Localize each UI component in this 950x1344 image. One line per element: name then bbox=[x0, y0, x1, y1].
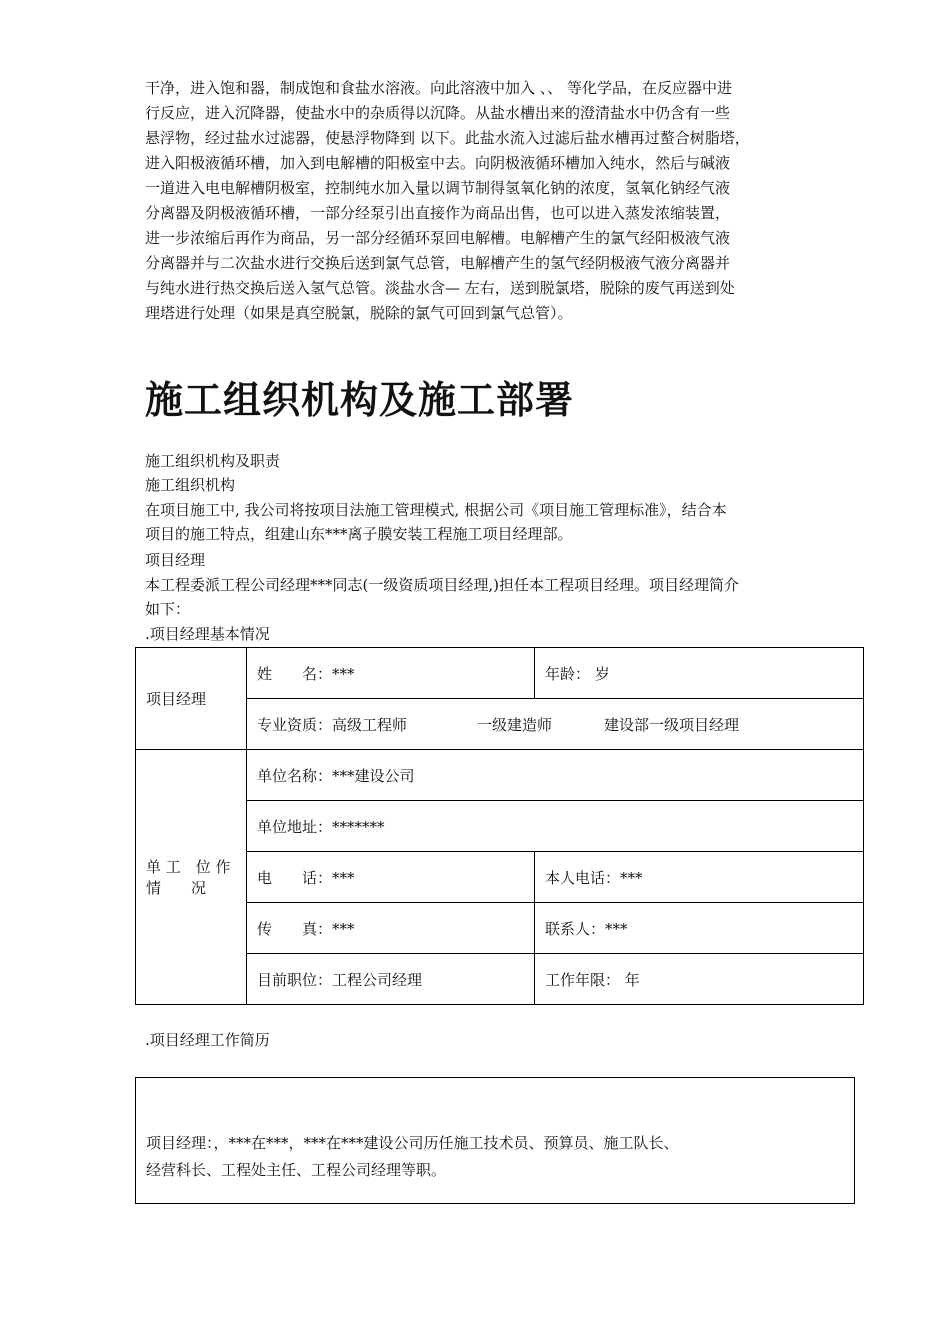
pm-paragraph-line: 本工程委派工程公司经理***同志(一级资质项目经理,)担任本工程项目经理。项目经理简介 bbox=[145, 576, 739, 594]
work-label-line: 情 况 bbox=[146, 879, 207, 897]
qualification-1: 专业资质：高级工程师 bbox=[257, 715, 408, 734]
intro-line: 进一步浓缩后再作为商品，另一部分经循环泵回电解槽。电解槽产生的氯气经阳极液气液 bbox=[145, 229, 731, 247]
intro-line: 进入阳极液循环槽，加入到电解槽的阳极室中去。向阴极液循环槽加入纯水，然后与碱液 bbox=[145, 154, 731, 172]
pm-paragraph-line: 如下： bbox=[145, 600, 191, 618]
unit-name-cell: 单位名称：***建设公司 bbox=[247, 750, 864, 801]
position-cell: 目前职位：工程公司经理 bbox=[247, 954, 535, 1005]
resume-box bbox=[135, 1077, 855, 1204]
own-phone-cell: 本人电话：*** bbox=[535, 852, 864, 903]
org-paragraph-line: 在项目施工中, 我公司将按项目法施工管理模式, 根据公司《项目施工管理标准》，结合本 bbox=[145, 501, 727, 519]
pm-info-table bbox=[135, 647, 864, 1005]
intro-line: 分离器及阴极液循环槽，一部分经泵引出直接作为商品出售，也可以进入蒸发浓缩装置， bbox=[145, 204, 731, 222]
intro-line: 悬浮物，经过盐水过滤器，使悬浮物降到 以下。此盐水流入过滤后盐水槽再过螯合树脂塔， bbox=[145, 129, 750, 147]
subheading-org-duties: 施工组织机构及职责 bbox=[145, 452, 281, 470]
qualification-3: 建设部一级项目经理 bbox=[604, 715, 740, 734]
work-years-cell: 工作年限： 年 bbox=[535, 954, 864, 1005]
intro-line: 与纯水进行热交换后送入氢气总管。淡盐水含— 左右，送到脱氯塔，脱除的废气再送到处 bbox=[145, 279, 735, 297]
section-title: 施工组织机构及施工部署 bbox=[145, 378, 575, 422]
intro-line: 理塔进行处理（如果是真空脱氯，脱除的氯气可回到氯气总管）。 bbox=[145, 304, 573, 322]
unit-address-cell: 单位地址：******* bbox=[247, 801, 864, 852]
resume-caption: .项目经理工作简历 bbox=[145, 1031, 270, 1049]
subheading-org: 施工组织机构 bbox=[145, 476, 236, 494]
intro-line: 行反应，进入沉降器，使盐水中的杂质得以沉降。从盐水槽出来的澄清盐水中仍含有一些 bbox=[145, 104, 731, 122]
table-caption: .项目经理基本情况 bbox=[145, 625, 270, 643]
intro-line: 干净，进入饱和器，制成饱和食盐水溶液。向此溶液中加入 、、 等化学品，在反应器中进 bbox=[145, 79, 733, 97]
pm-label-cell: 项目经理 bbox=[136, 648, 247, 750]
qualification-cell bbox=[247, 699, 864, 750]
resume-line: 项目经理：，***在***，***在***建设公司历任施工技术员、预算员、施工队长、 bbox=[146, 1134, 679, 1152]
subheading-pm: 项目经理 bbox=[145, 551, 206, 569]
age-cell: 年龄： 岁 bbox=[535, 648, 864, 699]
resume-line: 经营科长、工程处主任、工程公司经理等职。 bbox=[146, 1161, 447, 1179]
contact-cell: 联系人：*** bbox=[535, 903, 864, 954]
intro-line: 分离器并与二次盐水进行交换后送到氯气总管，电解槽产生的氢气经阴极液气液分离器并 bbox=[145, 254, 731, 272]
intro-paragraph bbox=[145, 76, 805, 326]
name-cell: 姓 名：*** bbox=[247, 648, 535, 699]
work-label-line: 单 工 位 作 bbox=[146, 858, 231, 876]
fax-cell: 传 真：*** bbox=[247, 903, 535, 954]
qualification-2: 一级建造师 bbox=[477, 715, 553, 734]
phone-cell: 电 话：*** bbox=[247, 852, 535, 903]
work-label-cell bbox=[136, 750, 247, 1005]
org-paragraph-line: 项目的施工特点，组建山东***离子膜安装工程施工项目经理部。 bbox=[145, 525, 573, 543]
intro-line: 一道进入电电解槽阴极室，控制纯水加入量以调节制得氢氧化钠的浓度，氢氧化钠经气液 bbox=[145, 179, 731, 197]
